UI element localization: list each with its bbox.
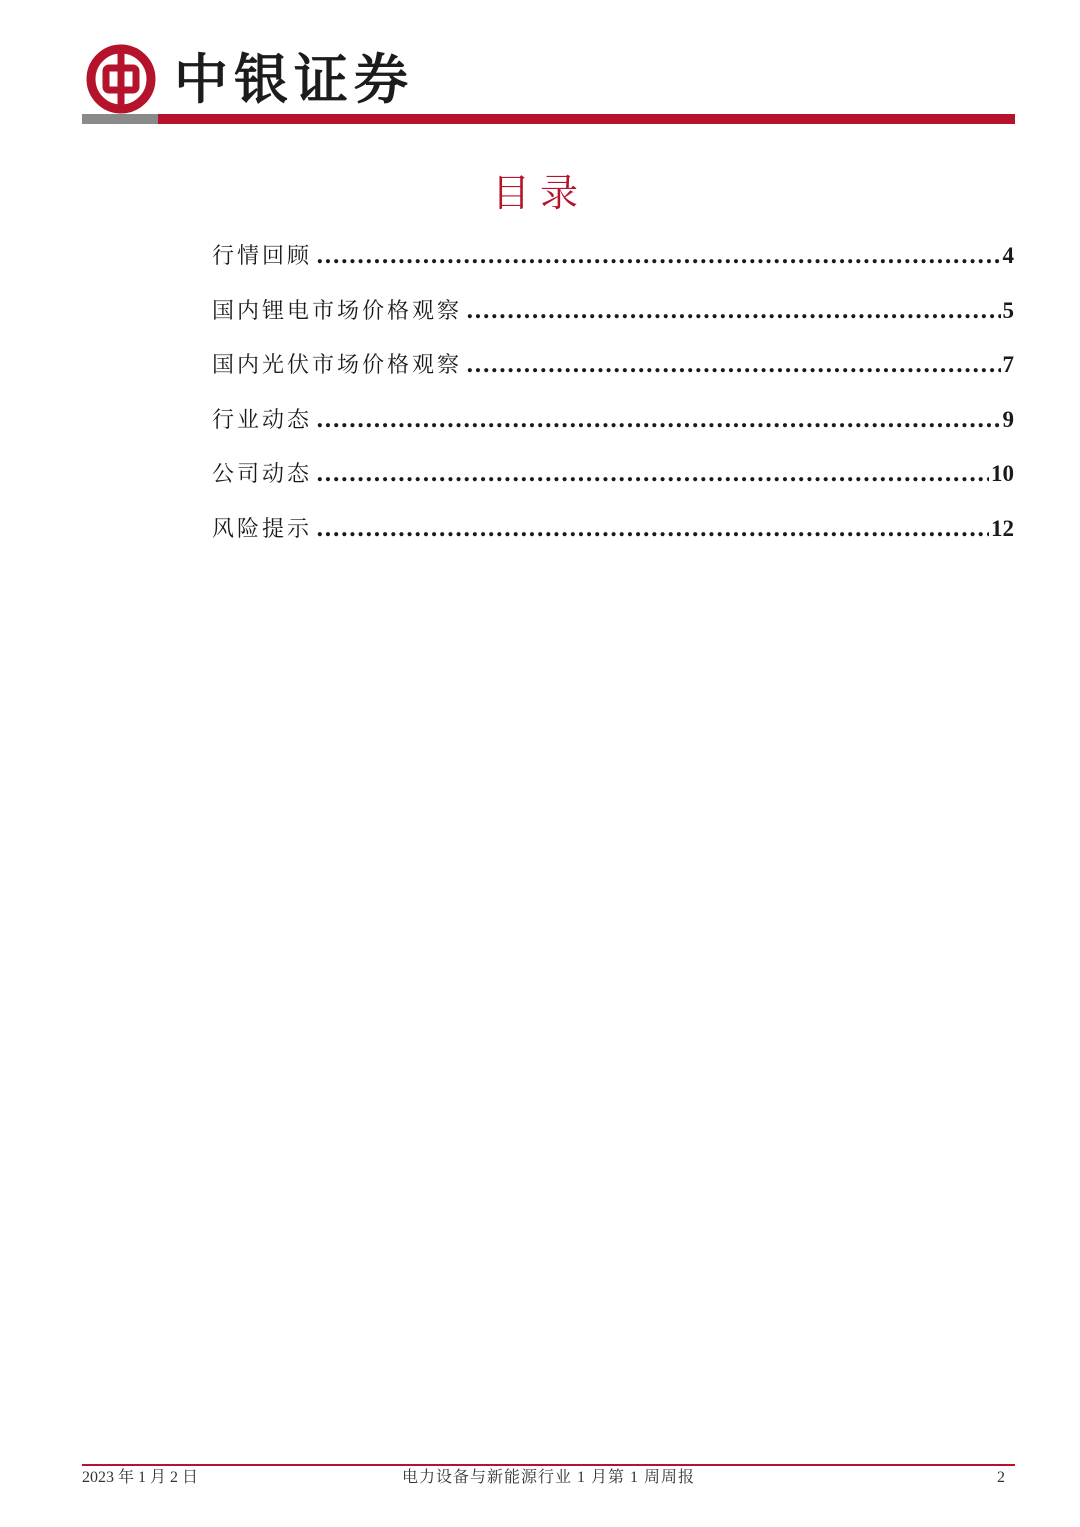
bank-of-china-logo [86, 44, 156, 114]
page-footer [82, 1466, 1015, 1490]
toc-leader-dots [316, 236, 1000, 276]
header-rule-gray [82, 114, 158, 124]
toc-leader-dots [316, 509, 989, 549]
header-rule [82, 114, 1015, 124]
toc-item-risk-warning[interactable] [212, 509, 1014, 564]
toc-item-page: 7 [1002, 352, 1014, 378]
toc-leader-dots [466, 345, 1000, 385]
toc-leader-dots [466, 291, 1000, 331]
toc-item-page: 10 [991, 461, 1014, 487]
toc-item-company-news[interactable] [212, 454, 1014, 509]
page-header [82, 40, 1015, 128]
toc-item-label: 国内锂电市场价格观察 [212, 298, 463, 324]
toc-item-label: 风险提示 [212, 516, 313, 542]
toc-item-market-review[interactable] [212, 236, 1014, 291]
toc-item-page: 12 [991, 515, 1014, 541]
toc-item-page: 9 [1002, 406, 1014, 432]
toc-item-label: 行业动态 [212, 407, 313, 433]
footer-page-number: 2 [997, 1469, 1005, 1486]
footer-report-title: 电力设备与新能源行业 1 月第 1 周周报 [401, 1469, 695, 1486]
footer-date: 2023 年 1 月 2 日 [82, 1469, 199, 1486]
toc-item-label: 行情回顾 [212, 244, 313, 269]
brand-name: 中银证券 [174, 47, 414, 111]
toc-leader-dots [316, 454, 989, 494]
header-rule-red [158, 114, 1015, 124]
toc-title: 目录 [491, 171, 588, 215]
toc-item-pv-prices[interactable] [212, 345, 1014, 400]
toc-item-industry-news[interactable] [212, 400, 1014, 455]
toc-item-lithium-prices[interactable] [212, 291, 1014, 346]
table-of-contents [212, 236, 1014, 564]
toc-item-label: 国内光伏市场价格观察 [212, 353, 463, 379]
toc-item-page: 4 [1002, 243, 1014, 268]
toc-leader-dots [316, 400, 1000, 440]
toc-item-label: 公司动态 [212, 462, 313, 488]
toc-item-page: 5 [1002, 297, 1014, 323]
